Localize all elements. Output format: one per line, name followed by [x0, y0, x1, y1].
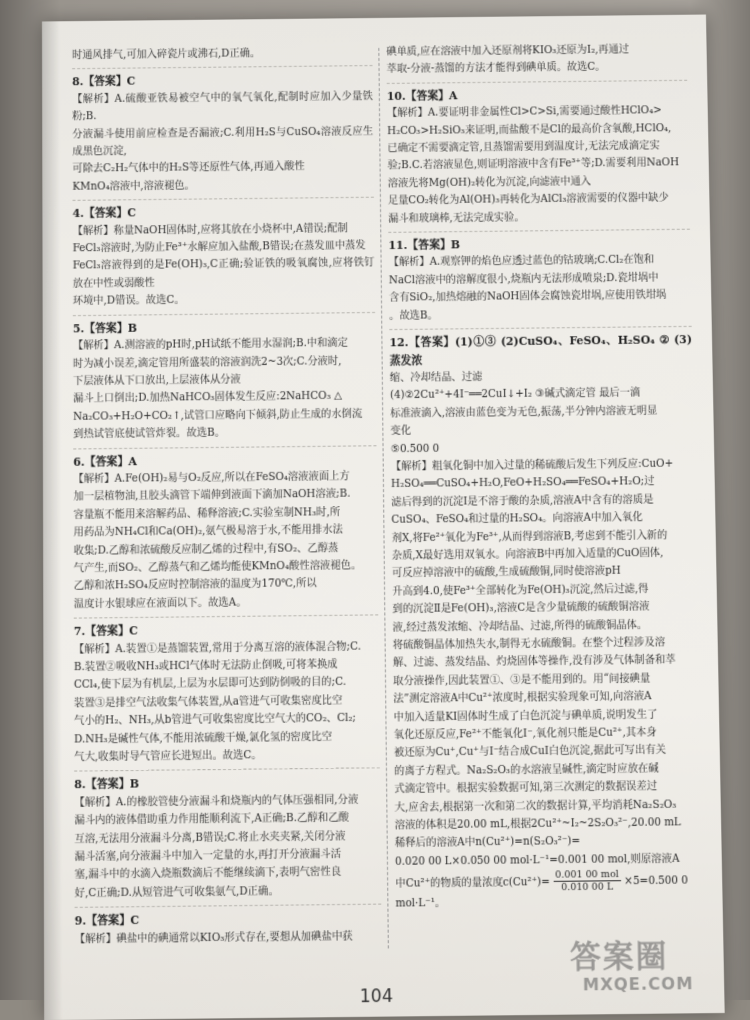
- watermark-mark: 答案圈: [569, 938, 669, 976]
- analysis-line: 容量瓶不能用来溶解药品、稀释溶液;C.实验室制NH₃时,所: [73, 506, 341, 521]
- answer-heading: 10.【答案】A: [386, 89, 458, 103]
- analysis-line: 【解析】碘盐中的碘通常以KIO₃形式存在,要想从加碘盐中获: [74, 930, 353, 946]
- page-number: 104: [359, 986, 394, 1008]
- analysis-line: 解、过滤、蒸发结晶、灼烧固体等操作,没有涉及气体制备和萃: [392, 654, 676, 670]
- answer-line: ⑤0.500 0: [390, 443, 440, 455]
- analysis-line: 含有SiO₂,加热熔融的NaOH固体会腐蚀瓷坩埚,应使用铁坩埚: [388, 289, 667, 304]
- analysis-line: 杂质,X最好选用双氧水。向溶液B中再加入适量的CuO固体,: [391, 547, 664, 562]
- analysis-line: KMnO₄溶液中,溶液褪色。: [72, 180, 195, 193]
- analysis-line: 气小的H₂、NH₃,从b管进气可收集密度比空气大的CO₂、Cl₂;: [74, 712, 356, 728]
- analysis-line: 【解析】A.硫酸亚铁易被空气中的氧气氧化,配制时应加入少量铁粉;B.: [72, 90, 373, 123]
- analysis-line: 剂X,将Fe²⁺氧化为Fe³⁺,从而得到溶液B,考虑到不能引入新的: [391, 529, 668, 544]
- formula-suffix: ×5=0.500 0: [624, 875, 689, 888]
- answer-heading: 12.【答案】(1)①③ (2)CuSO₄、FeSO₄、H₂SO₄ ② (3)蒸发浓: [389, 333, 693, 368]
- analysis-line: 取分液操作,因此装置①、③是不能用到的。用“间接碘量: [393, 673, 651, 688]
- analysis-line: 用药品为NH₄Cl和Ca(OH)₂,氨气极易溶于水,不能用排水法: [73, 524, 343, 539]
- analysis-line: 可除去C₂H₂气体中的H₂S等还原性气体,再通入酸性: [72, 161, 305, 176]
- analysis-line: 时为减小误差,滴定管用所盛装的溶液润洗2~3次;C.分液时,: [72, 355, 342, 370]
- formula-fraction: [553, 869, 621, 894]
- left-column: [72, 44, 382, 957]
- analysis-line: 装置③是排空气法收集气体装置,从a管进气可收集密度比空: [73, 695, 343, 710]
- watermark-logo: [570, 940, 714, 1000]
- analysis-line: B.装置②吸收NH₃或HCl气体时无法防止倒吸,可将苯换成: [73, 659, 338, 674]
- answer-item-11: [388, 234, 691, 330]
- answer-line: 变化: [390, 425, 412, 438]
- analysis-line: 加一层植物油,且胶头滴管下端伸到液面下滴加NaOH溶液;B.: [73, 488, 351, 503]
- answer-item-6: [73, 450, 378, 619]
- analysis-line: 好,C正确;D.从短管进气可收集氨气,D正确。: [74, 885, 279, 900]
- analysis-line: D.NH₃是碱性气体,不能用浓硫酸干燥,氯化氢的密度比空: [74, 731, 333, 746]
- textbook-page: [42, 15, 725, 1020]
- analysis-line: 溶液的体积是20.00 mL,根据2Cu²⁺~I₂~2S₂O₃²⁻,20.00 mL: [394, 817, 681, 832]
- analysis-line: Na₂CO₃+H₂O+CO₂↑,试管口应略向下倾斜,防止生成的水倒流: [73, 408, 363, 423]
- answer-heading: 5.【答案】B: [72, 321, 138, 336]
- analysis-line: 氧化还原反应,Fe²⁺不能氧化I⁻,氧化剂只能是Cu²⁺,其本身: [393, 727, 657, 742]
- analysis-line: 气产生,而SO₂、乙醇蒸气和乙烯均能使KMnO₄酸性溶液褪色。: [73, 560, 362, 575]
- analysis-line: 环境中,D错误。故选C。: [72, 295, 185, 308]
- answer-heading: 7.【答案】C: [73, 624, 138, 639]
- answer-line: (4)②2Cu²⁺+4I⁻══2CuI↓+I₂ ③碱式滴定管 最后一滴: [390, 387, 641, 402]
- answer-item-8b: [74, 773, 381, 908]
- continuation-text: 萃取-分液-蒸馏的方法才能得到碘单质。故选C。: [386, 62, 606, 76]
- analysis-line: 。故选B。: [389, 309, 438, 322]
- watermark-site: MXQE.COM: [582, 973, 694, 995]
- analysis-line: 已确定不需要滴定管,且蒸馏需要用到温度计,无法完成滴定实: [387, 140, 660, 155]
- analysis-line: 塞,漏斗中的水滴入烧瓶数滴后不能继续滴下,表明气密性良: [74, 866, 342, 882]
- analysis-line: 乙醇和浓H₂SO₄反应时控制溶液的温度为170℃,所以: [73, 578, 317, 593]
- analysis-line: 温度计水银球应在液面以下。故选A。: [73, 597, 247, 611]
- analysis-line: 【解析】A.Fe(OH)₂易与O₂反应,所以在FeSO₄溶液液面上方: [73, 471, 350, 486]
- analysis-line: 稀释后的溶液A中n(Cu²⁺)=n(S₂O₃²⁻)=: [394, 836, 581, 850]
- analysis-line: 【解析】粗氧化铜中加入过量的稀硫酸后发生下列反应:CuO+: [390, 458, 674, 473]
- analysis-line: 气大,收集时导气管应长进短出。故选C。: [74, 749, 262, 764]
- answer-line: 缩、冷却结晶、过滤: [389, 371, 483, 384]
- answer-item-12: [389, 331, 702, 918]
- formula-unit: mol·L⁻¹。: [395, 897, 446, 910]
- analysis-line: 【解析】A.装置①是蒸馏装置,常用于分离互溶的液体混合物;C.: [73, 640, 361, 656]
- answer-line: 标准液滴入,溶液由蓝色变为无色,振荡,半分钟内溶液无明显: [390, 405, 658, 420]
- analysis-line: 下层液体从下口放出,上层液体从分液: [73, 374, 241, 388]
- continuation-block: [72, 44, 372, 70]
- analysis-line: 可反应掉溶液中的硫酸,生成硫酸铜,同时使溶液pH: [391, 565, 621, 580]
- analysis-line: 溶液先将Mg(OH)₂转化为沉淀,向滤液中通入: [387, 176, 591, 190]
- analysis-line: 式滴定管中。根据实验数据可知,第三次测定的数据误差过: [394, 781, 658, 796]
- analysis-line: 将硫酸铜晶体加热失水,制得无水硫酸铜。在整个过程涉及溶: [392, 637, 666, 652]
- formula-prefix: 中Cu²⁺的物质的量浓度c(Cu²⁺)=: [395, 876, 550, 890]
- answer-heading: 11.【答案】B: [388, 238, 461, 253]
- analysis-line: 【解析】A.的橡胶管使分液漏斗和烧瓶内的气体压强相同,分液: [74, 794, 359, 809]
- continuation-text: 碘单质,应在溶液中加入还原剂将KIO₃还原为I₂,再通过: [386, 44, 630, 58]
- answer-heading: 9.【答案】C: [74, 913, 140, 929]
- analysis-line: 【解析】A.测溶液的pH时,pH试纸不能用水湿润;B.中和滴定: [72, 337, 348, 352]
- answer-item-8a: [72, 70, 374, 201]
- continuation-text: 时通风排气,可加入碎瓷片或沸石,D正确。: [72, 48, 261, 62]
- analysis-line: CCl₄,使下层为有机层,上层为水层即可达到防倒吸的目的;C.: [73, 676, 347, 692]
- analysis-line: 中加入适量KI固体时生成了白色沉淀与碘单质,说明发生了: [393, 709, 658, 724]
- answer-heading: 8.【答案】C: [72, 74, 136, 89]
- analysis-line: 漏斗和玻璃棒,无法完成实验。: [388, 211, 525, 225]
- analysis-line: 【解析】A.要证明非金属性Cl>C>Si,需要通过酸性HClO₄>: [386, 105, 662, 120]
- analysis-line: 的离子方程式。Na₂S₂O₃的水溶液呈碱性,滴定时应放在碱: [394, 763, 659, 778]
- analysis-line: H₂SO₄══CuSO₄+H₂O,FeO+H₂SO₄══FeSO₄+H₂O;过: [390, 476, 655, 491]
- analysis-line: 漏斗上口倒出;D.加热NaHCO₃固体发生反应:2NaHCO₃ △: [73, 390, 342, 405]
- analysis-line: 【解析】称量NaOH固体时,应将其放在小烧杯中,A错误;配制: [72, 222, 348, 237]
- answer-heading: 8.【答案】B: [74, 777, 140, 792]
- analysis-line: NaCl溶液中的溶解度很小,烧瓶内无法形成喷泉;D.瓷坩埚中: [388, 272, 659, 287]
- analysis-line: 升高到4.0,使Fe³⁺全部转化为Fe(OH)₃沉淀,然后过滤,得: [392, 583, 649, 598]
- answer-item-5: [73, 317, 377, 449]
- analysis-line: 到热试管底使试管炸裂。故选B。: [73, 427, 225, 441]
- page-spine-shadow: [42, 21, 63, 1020]
- answer-item-4: [73, 202, 376, 316]
- analysis-line: 漏斗活塞,向分液漏斗中加入一定量的水,再打开分液漏斗活: [74, 848, 342, 864]
- analysis-line: CuSO₄、FeSO₄和过量的H₂SO₄。向溶液A中加入氧化: [391, 512, 643, 527]
- analysis-line: H₂CO₃>H₂SiO₃来证明,而盐酸不是Cl的最高价含氧酸,HClO₄,: [387, 122, 672, 137]
- answer-heading: 6.【答案】A: [73, 454, 137, 469]
- continuation-block: [386, 41, 687, 84]
- analysis-line: 收集;D.乙醇和浓硫酸反应制乙烯的过程中,有SO₂、乙醇蒸: [73, 542, 339, 557]
- analysis-line: 漏斗内的液体借助重力作用能顺利流下,A正确;B.乙醇和乙酸: [74, 812, 350, 827]
- analysis-line: 被还原为Cu⁺,Cu⁺与I⁻结合成CuI白色沉淀,据此可写出有关: [393, 744, 667, 760]
- analysis-line: 【解析】A.观察钾的焰色应透过蓝色的钴玻璃;C.Cl₂在饱和: [388, 254, 655, 269]
- right-column: [386, 41, 702, 922]
- analysis-line: 滤后得到的沉淀Ⅰ是不溶于酸的杂质,溶液A中含有的溶质是: [391, 494, 654, 509]
- answer-item-7: [74, 620, 380, 772]
- answer-item-10: [387, 85, 690, 233]
- answer-item-9: [75, 909, 382, 953]
- analysis-line: FeCl₃溶液得到的是Fe(OH)₃,C正确;验证铁的吸氧腐蚀,应将铁钉放在中性或弱酸性: [72, 257, 375, 290]
- formula-numerator: 0.001 00 mol: [553, 869, 621, 882]
- concentration-formula: [395, 868, 702, 895]
- analysis-line: FeCl₃溶液时,为防止Fe³⁺水解应加入盐酸,B错误;在蒸发皿中蒸发: [72, 240, 366, 255]
- analysis-line: 足量CO₂转化为Al(OH)₃再转化为AlCl₃溶液需要的仪器中缺少: [387, 192, 669, 207]
- answer-heading: 4.【答案】C: [72, 206, 136, 221]
- analysis-line: 液,经过蒸发浓缩、冷却结晶、过滤,所得的硫酸铜晶体。: [392, 619, 648, 634]
- analysis-line: 到的沉淀Ⅱ是Fe(OH)₃,溶液C是含少量硫酸的硫酸铜溶液: [392, 601, 650, 616]
- analysis-line: 0.020 00 L×0.050 00 mol·L⁻¹=0.001 00 mol,则原溶液A: [395, 853, 680, 868]
- analysis-line: 互溶,无法用分液漏斗分离,B错误;C.将止水夹夹紧,关闭分液: [74, 830, 346, 845]
- formula-denominator: 0.010 00 L: [561, 881, 614, 894]
- analysis-line: 分液漏斗使用前应检查是否漏液;C.利用H₂S与CuSO₄溶液反应生成黑色沉淀,: [72, 125, 374, 158]
- analysis-line: 法”测定溶液A中Cu²⁺浓度时,根据实验现象可知,向溶液A: [393, 691, 652, 706]
- analysis-line: 验;B.C.若溶液显色,则证明溶液中含有Fe³⁺等;D.需要利用NaOH: [387, 157, 680, 172]
- analysis-line: 大,应舍去,根据第一次和第二次的数据计算,平均消耗Na₂S₂O₃: [394, 799, 677, 814]
